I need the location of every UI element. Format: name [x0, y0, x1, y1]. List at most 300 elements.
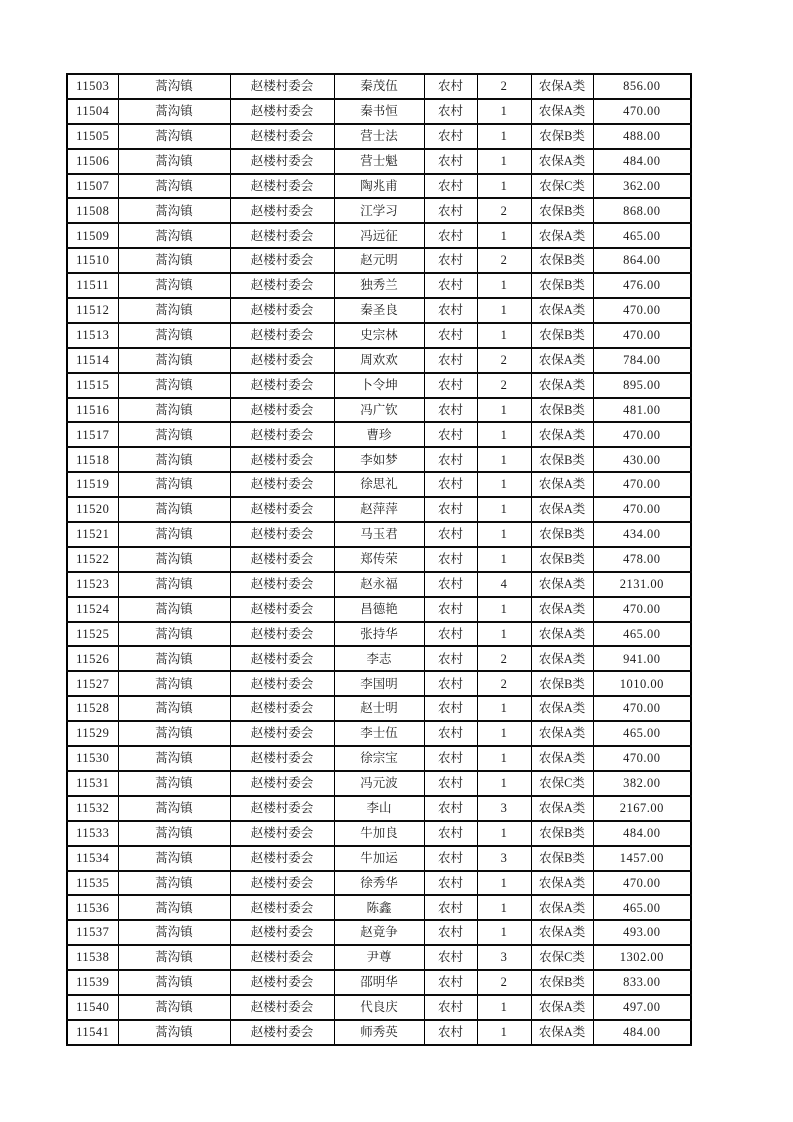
table-cell: 1 [477, 995, 531, 1020]
table-cell: 农保A类 [531, 223, 593, 248]
table-cell: 冯远征 [334, 223, 424, 248]
table-cell: 蒿沟镇 [118, 398, 230, 423]
table-cell: 李士伍 [334, 721, 424, 746]
table-cell: 农保A类 [531, 871, 593, 896]
table-cell: 农村 [424, 771, 477, 796]
table-cell: 484.00 [593, 821, 691, 846]
table-row [67, 248, 691, 273]
table-cell: 484.00 [593, 1020, 691, 1045]
table-cell: 蒿沟镇 [118, 696, 230, 721]
table-cell: 赵楼村委会 [230, 422, 334, 447]
table-cell: 11523 [67, 572, 118, 597]
table-cell: 1457.00 [593, 846, 691, 871]
table-cell: 秦茂伍 [334, 74, 424, 99]
table-cell: 农村 [424, 398, 477, 423]
table-cell: 1 [477, 721, 531, 746]
table-row [67, 895, 691, 920]
table-cell: 蒿沟镇 [118, 895, 230, 920]
table-cell: 赵楼村委会 [230, 99, 334, 124]
table-cell: 马玉君 [334, 522, 424, 547]
table-cell: 465.00 [593, 622, 691, 647]
table-cell: 蒿沟镇 [118, 771, 230, 796]
table-cell: 蒿沟镇 [118, 99, 230, 124]
table-cell: 3 [477, 796, 531, 821]
table-cell: 蒿沟镇 [118, 472, 230, 497]
table-cell: 农保C类 [531, 945, 593, 970]
table-cell: 2 [477, 198, 531, 223]
table-row [67, 920, 691, 945]
table-cell: 赵楼村委会 [230, 746, 334, 771]
table-cell: 蒿沟镇 [118, 597, 230, 622]
table-cell: 蒿沟镇 [118, 497, 230, 522]
table-cell: 农村 [424, 895, 477, 920]
payment-records-table [66, 73, 692, 1046]
table-cell: 11531 [67, 771, 118, 796]
table-cell: 470.00 [593, 597, 691, 622]
table-cell: 农村 [424, 99, 477, 124]
table-cell: 农村 [424, 746, 477, 771]
table-cell: 941.00 [593, 646, 691, 671]
table-cell: 农保A类 [531, 373, 593, 398]
table-cell: 2 [477, 646, 531, 671]
table-cell: 农村 [424, 323, 477, 348]
table-cell: 赵楼村委会 [230, 721, 334, 746]
table-cell: 秦书恒 [334, 99, 424, 124]
table-cell: 蒿沟镇 [118, 821, 230, 846]
table-row [67, 846, 691, 871]
table-cell: 11529 [67, 721, 118, 746]
table-cell: 11525 [67, 622, 118, 647]
table-cell: 农村 [424, 945, 477, 970]
table-cell: 农村 [424, 846, 477, 871]
table-cell: 蒿沟镇 [118, 796, 230, 821]
table-cell: 1 [477, 447, 531, 472]
table-cell: 11510 [67, 248, 118, 273]
table-cell: 2 [477, 348, 531, 373]
table-row [67, 572, 691, 597]
table-cell: 农村 [424, 995, 477, 1020]
table-cell: 1 [477, 1020, 531, 1045]
table-cell: 史宗林 [334, 323, 424, 348]
table-cell: 农保A类 [531, 1020, 593, 1045]
table-cell: 农村 [424, 1020, 477, 1045]
table-row [67, 447, 691, 472]
table-row [67, 671, 691, 696]
table-row [67, 622, 691, 647]
table-row [67, 771, 691, 796]
table-row [67, 821, 691, 846]
table-cell: 李山 [334, 796, 424, 821]
table-cell: 赵楼村委会 [230, 671, 334, 696]
table-row [67, 149, 691, 174]
table-cell: 农村 [424, 796, 477, 821]
table-cell: 农保B类 [531, 821, 593, 846]
table-cell: 1 [477, 149, 531, 174]
table-cell: 蒿沟镇 [118, 970, 230, 995]
table-cell: 赵元明 [334, 248, 424, 273]
table-cell: 11506 [67, 149, 118, 174]
table-cell: 1 [477, 422, 531, 447]
table-cell: 赵楼村委会 [230, 846, 334, 871]
table-cell: 1 [477, 174, 531, 199]
table-cell: 农村 [424, 149, 477, 174]
table-cell: 465.00 [593, 895, 691, 920]
table-cell: 1 [477, 597, 531, 622]
table-cell: 赵楼村委会 [230, 920, 334, 945]
table-cell: 493.00 [593, 920, 691, 945]
table-cell: 赵楼村委会 [230, 248, 334, 273]
table-cell: 冯广钦 [334, 398, 424, 423]
table-cell: 代良庆 [334, 995, 424, 1020]
table-cell: 赵楼村委会 [230, 771, 334, 796]
table-cell: 农村 [424, 622, 477, 647]
table-row [67, 696, 691, 721]
table-cell: 邵明华 [334, 970, 424, 995]
table-cell: 农保A类 [531, 796, 593, 821]
table-cell: 蒿沟镇 [118, 945, 230, 970]
table-cell: 农保B类 [531, 398, 593, 423]
table-cell: 11515 [67, 373, 118, 398]
table-row [67, 298, 691, 323]
table-cell: 1 [477, 920, 531, 945]
table-cell: 1 [477, 223, 531, 248]
table-cell: 蒿沟镇 [118, 198, 230, 223]
table-cell: 11521 [67, 522, 118, 547]
table-cell: 农村 [424, 646, 477, 671]
table-cell: 赵楼村委会 [230, 995, 334, 1020]
table-cell: 蒿沟镇 [118, 273, 230, 298]
table-cell: 农村 [424, 223, 477, 248]
table-cell: 农村 [424, 472, 477, 497]
table-cell: 赵楼村委会 [230, 223, 334, 248]
table-cell: 1 [477, 298, 531, 323]
table-cell: 蒿沟镇 [118, 422, 230, 447]
table-cell: 农村 [424, 671, 477, 696]
table-cell: 11504 [67, 99, 118, 124]
table-cell: 476.00 [593, 273, 691, 298]
table-row [67, 398, 691, 423]
table-row [67, 646, 691, 671]
table-cell: 1 [477, 821, 531, 846]
table-cell: 赵士明 [334, 696, 424, 721]
table-cell: 蒿沟镇 [118, 1020, 230, 1045]
table-cell: 11516 [67, 398, 118, 423]
table-cell: 蒿沟镇 [118, 547, 230, 572]
table-cell: 11539 [67, 970, 118, 995]
table-cell: 895.00 [593, 373, 691, 398]
table-cell: 470.00 [593, 696, 691, 721]
table-row [67, 522, 691, 547]
table-cell: 农保A类 [531, 646, 593, 671]
table-cell: 赵楼村委会 [230, 622, 334, 647]
table-cell: 465.00 [593, 721, 691, 746]
table-cell: 3 [477, 846, 531, 871]
table-cell: 徐思礼 [334, 472, 424, 497]
table-cell: 465.00 [593, 223, 691, 248]
table-cell: 蒿沟镇 [118, 348, 230, 373]
table-cell: 1 [477, 273, 531, 298]
table-row [67, 721, 691, 746]
table-cell: 11530 [67, 746, 118, 771]
table-cell: 蒿沟镇 [118, 124, 230, 149]
table-cell: 1 [477, 622, 531, 647]
table-cell: 农保A类 [531, 497, 593, 522]
table-cell: 农村 [424, 198, 477, 223]
table-row [67, 1020, 691, 1045]
table-cell: 赵楼村委会 [230, 198, 334, 223]
table-cell: 470.00 [593, 497, 691, 522]
table-cell: 农保B类 [531, 970, 593, 995]
table-cell: 赵楼村委会 [230, 945, 334, 970]
table-cell: 1 [477, 323, 531, 348]
table-cell: 农保B类 [531, 522, 593, 547]
table-cell: 11513 [67, 323, 118, 348]
table-cell: 农保A类 [531, 74, 593, 99]
table-cell: 郑传荣 [334, 547, 424, 572]
table-cell: 赵楼村委会 [230, 447, 334, 472]
table-cell: 1 [477, 547, 531, 572]
table-cell: 农保C类 [531, 771, 593, 796]
table-cell: 2 [477, 671, 531, 696]
table-cell: 农村 [424, 174, 477, 199]
table-cell: 农保B类 [531, 124, 593, 149]
table-row [67, 273, 691, 298]
table-cell: 11524 [67, 597, 118, 622]
table-cell: 470.00 [593, 323, 691, 348]
table-row [67, 373, 691, 398]
table-cell: 2 [477, 248, 531, 273]
table-row [67, 945, 691, 970]
table-cell: 赵楼村委会 [230, 174, 334, 199]
table-cell: 农保A类 [531, 746, 593, 771]
table-cell: 赵楼村委会 [230, 970, 334, 995]
table-cell: 470.00 [593, 746, 691, 771]
table-cell: 11511 [67, 273, 118, 298]
table-cell: 蒿沟镇 [118, 746, 230, 771]
table-cell: 蒿沟镇 [118, 522, 230, 547]
table-row [67, 472, 691, 497]
table-cell: 赵竟争 [334, 920, 424, 945]
table-cell: 11519 [67, 472, 118, 497]
table-cell: 蒿沟镇 [118, 223, 230, 248]
table-cell: 农保B类 [531, 846, 593, 871]
table-cell: 蒿沟镇 [118, 671, 230, 696]
table-cell: 11534 [67, 846, 118, 871]
table-cell: 1 [477, 871, 531, 896]
table-cell: 曹珍 [334, 422, 424, 447]
table-row [67, 174, 691, 199]
table-cell: 11532 [67, 796, 118, 821]
table-cell: 11520 [67, 497, 118, 522]
table-cell: 蒿沟镇 [118, 323, 230, 348]
table-cell: 赵楼村委会 [230, 124, 334, 149]
table-cell: 1 [477, 124, 531, 149]
table-cell: 11527 [67, 671, 118, 696]
table-cell: 秦圣良 [334, 298, 424, 323]
table-cell: 868.00 [593, 198, 691, 223]
table-cell: 师秀英 [334, 1020, 424, 1045]
table-cell: 农村 [424, 273, 477, 298]
table-cell: 1 [477, 522, 531, 547]
table-cell: 蒿沟镇 [118, 920, 230, 945]
table-row [67, 547, 691, 572]
table-row [67, 74, 691, 99]
table-cell: 农保B类 [531, 323, 593, 348]
table-cell: 赵楼村委会 [230, 597, 334, 622]
table-cell: 李国明 [334, 671, 424, 696]
table-cell: 昌德艳 [334, 597, 424, 622]
table-cell: 赵楼村委会 [230, 547, 334, 572]
table-cell: 11541 [67, 1020, 118, 1045]
table-cell: 1302.00 [593, 945, 691, 970]
records-table-body [67, 74, 691, 1045]
table-cell: 农村 [424, 74, 477, 99]
table-cell: 11528 [67, 696, 118, 721]
table-cell: 农保A类 [531, 472, 593, 497]
table-cell: 蒿沟镇 [118, 871, 230, 896]
table-cell: 11522 [67, 547, 118, 572]
table-cell: 2 [477, 970, 531, 995]
table-cell: 农村 [424, 696, 477, 721]
table-cell: 11537 [67, 920, 118, 945]
table-cell: 农保A类 [531, 995, 593, 1020]
table-cell: 农保B类 [531, 273, 593, 298]
table-cell: 冯元波 [334, 771, 424, 796]
table-cell: 434.00 [593, 522, 691, 547]
table-cell: 赵楼村委会 [230, 348, 334, 373]
table-cell: 4 [477, 572, 531, 597]
table-cell: 11509 [67, 223, 118, 248]
table-cell: 农保A类 [531, 597, 593, 622]
table-cell: 营士魁 [334, 149, 424, 174]
table-cell: 11533 [67, 821, 118, 846]
table-cell: 徐秀华 [334, 871, 424, 896]
table-cell: 营士法 [334, 124, 424, 149]
table-cell: 蒿沟镇 [118, 174, 230, 199]
table-cell: 430.00 [593, 447, 691, 472]
table-cell: 张持华 [334, 622, 424, 647]
table-cell: 赵楼村委会 [230, 522, 334, 547]
table-cell: 牛加运 [334, 846, 424, 871]
table-cell: 11536 [67, 895, 118, 920]
table-cell: 农保A类 [531, 895, 593, 920]
table-cell: 陈鑫 [334, 895, 424, 920]
table-cell: 赵萍萍 [334, 497, 424, 522]
table-cell: 784.00 [593, 348, 691, 373]
table-cell: 11508 [67, 198, 118, 223]
table-row [67, 796, 691, 821]
table-cell: 赵楼村委会 [230, 895, 334, 920]
table-cell: 赵楼村委会 [230, 273, 334, 298]
table-cell: 1010.00 [593, 671, 691, 696]
table-cell: 11503 [67, 74, 118, 99]
table-cell: 蒿沟镇 [118, 622, 230, 647]
table-cell: 李如梦 [334, 447, 424, 472]
table-cell: 赵楼村委会 [230, 373, 334, 398]
table-cell: 农村 [424, 447, 477, 472]
table-cell: 1 [477, 746, 531, 771]
table-cell: 470.00 [593, 472, 691, 497]
table-cell: 周欢欢 [334, 348, 424, 373]
table-cell: 1 [477, 497, 531, 522]
table-row [67, 597, 691, 622]
table-cell: 赵楼村委会 [230, 821, 334, 846]
table-row [67, 970, 691, 995]
table-cell: 农保A类 [531, 149, 593, 174]
table-cell: 481.00 [593, 398, 691, 423]
table-cell: 农保A类 [531, 348, 593, 373]
table-cell: 11512 [67, 298, 118, 323]
table-cell: 470.00 [593, 298, 691, 323]
table-cell: 农村 [424, 522, 477, 547]
table-row [67, 871, 691, 896]
table-cell: 李志 [334, 646, 424, 671]
table-cell: 382.00 [593, 771, 691, 796]
table-cell: 11538 [67, 945, 118, 970]
table-cell: 11505 [67, 124, 118, 149]
table-cell: 赵永福 [334, 572, 424, 597]
table-cell: 卜令坤 [334, 373, 424, 398]
table-cell: 农村 [424, 871, 477, 896]
table-row [67, 198, 691, 223]
table-cell: 1 [477, 771, 531, 796]
table-cell: 11540 [67, 995, 118, 1020]
table-row [67, 746, 691, 771]
table-row [67, 323, 691, 348]
table-cell: 牛加良 [334, 821, 424, 846]
table-cell: 1 [477, 895, 531, 920]
table-cell: 农村 [424, 248, 477, 273]
table-cell: 赵楼村委会 [230, 298, 334, 323]
table-cell: 1 [477, 398, 531, 423]
table-cell: 1 [477, 696, 531, 721]
table-cell: 蒿沟镇 [118, 447, 230, 472]
table-cell: 赵楼村委会 [230, 796, 334, 821]
table-cell: 856.00 [593, 74, 691, 99]
table-cell: 赵楼村委会 [230, 572, 334, 597]
table-cell: 赵楼村委会 [230, 149, 334, 174]
table-cell: 蒿沟镇 [118, 995, 230, 1020]
table-cell: 蒿沟镇 [118, 149, 230, 174]
table-cell: 蒿沟镇 [118, 373, 230, 398]
table-row [67, 348, 691, 373]
table-cell: 470.00 [593, 871, 691, 896]
table-row [67, 223, 691, 248]
table-cell: 赵楼村委会 [230, 871, 334, 896]
table-cell: 2167.00 [593, 796, 691, 821]
table-cell: 赵楼村委会 [230, 646, 334, 671]
table-cell: 农村 [424, 821, 477, 846]
table-cell: 农保B类 [531, 198, 593, 223]
table-cell: 农村 [424, 597, 477, 622]
table-cell: 赵楼村委会 [230, 74, 334, 99]
table-row [67, 497, 691, 522]
table-cell: 蒿沟镇 [118, 74, 230, 99]
table-cell: 农村 [424, 298, 477, 323]
table-cell: 11535 [67, 871, 118, 896]
table-cell: 农保A类 [531, 572, 593, 597]
table-cell: 农村 [424, 721, 477, 746]
table-cell: 2131.00 [593, 572, 691, 597]
table-cell: 农保A类 [531, 99, 593, 124]
table-cell: 赵楼村委会 [230, 398, 334, 423]
table-cell: 农保C类 [531, 174, 593, 199]
table-cell: 陶兆甫 [334, 174, 424, 199]
table-cell: 农保A类 [531, 696, 593, 721]
table-cell: 农村 [424, 422, 477, 447]
table-cell: 3 [477, 945, 531, 970]
table-cell: 农保A类 [531, 920, 593, 945]
